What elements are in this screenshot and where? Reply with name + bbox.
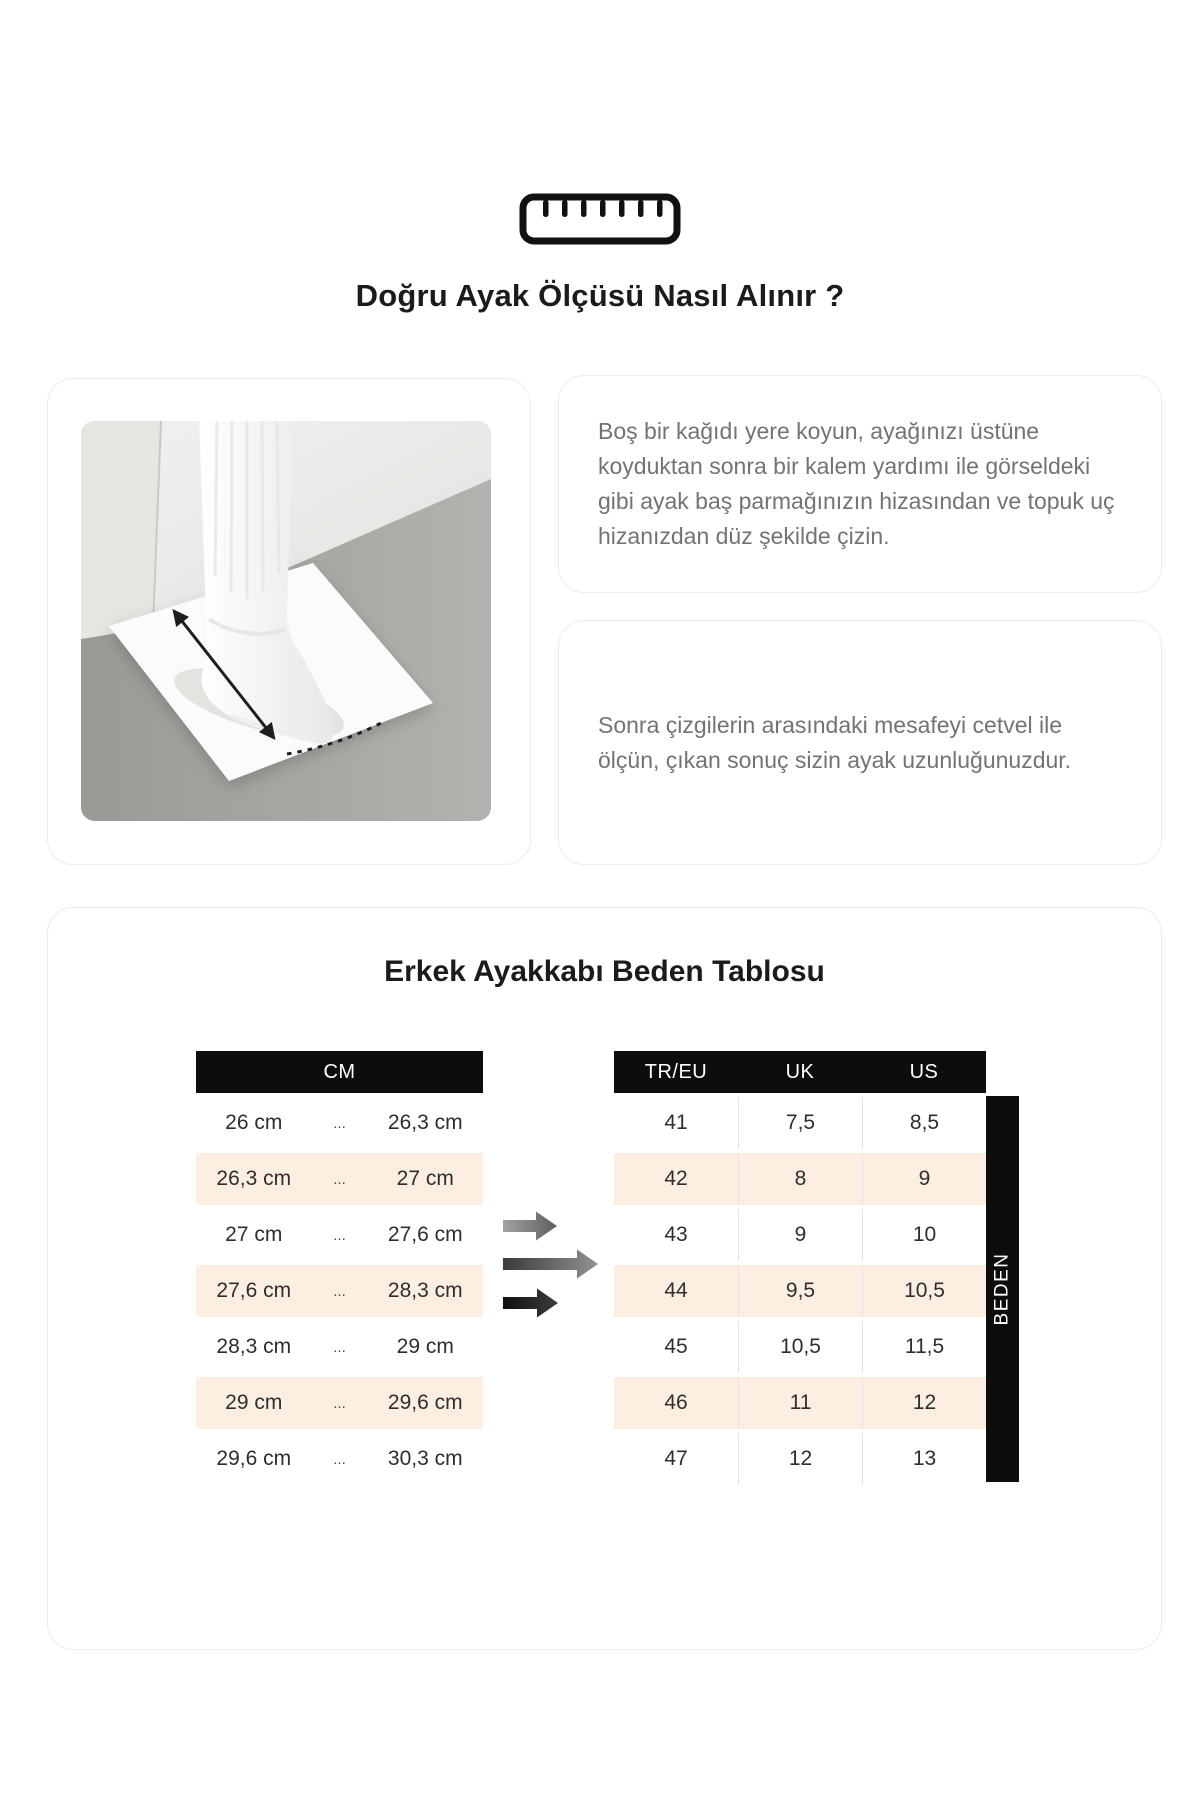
cm-range-separator: ... xyxy=(333,1114,346,1132)
cm-table-row xyxy=(196,1097,483,1149)
cm-range-from: 27,6 cm xyxy=(216,1279,292,1302)
size-table-row xyxy=(614,1321,986,1373)
size-table xyxy=(614,1051,986,1485)
cm-range-separator: ... xyxy=(333,1338,346,1356)
foot-measurement-card xyxy=(47,378,531,865)
size-tr-eu-value: 46 xyxy=(664,1391,688,1414)
cm-table-row xyxy=(196,1321,483,1373)
size-table-header-uk: UK xyxy=(785,1060,815,1083)
cm-range-from: 29,6 cm xyxy=(216,1447,292,1470)
size-uk-value: 9 xyxy=(738,1209,862,1261)
cm-range-to: 27,6 cm xyxy=(387,1223,463,1246)
cm-table xyxy=(196,1051,483,1485)
size-us-value: 10 xyxy=(862,1209,986,1261)
cm-range-to: 28,3 cm xyxy=(387,1279,463,1302)
size-us-value: 12 xyxy=(862,1377,986,1429)
size-table-row xyxy=(614,1153,986,1205)
cm-table-row xyxy=(196,1265,483,1317)
cm-range-from: 26 cm xyxy=(225,1111,283,1134)
size-tr-eu-value: 42 xyxy=(664,1167,688,1190)
cm-range-to: 26,3 cm xyxy=(387,1111,463,1134)
instruction-step-2-text: Sonra çizgilerin arasındaki mesafeyi cetvel ile ölçün, çıkan sonuç sizin ayak uzunluğunuzdur. xyxy=(598,711,1072,773)
beden-side-label xyxy=(986,1096,1019,1482)
size-chart-title: Erkek Ayakkabı Beden Tablosu xyxy=(384,955,825,988)
size-uk-value: 9,5 xyxy=(738,1265,862,1317)
page-title: Doğru Ayak Ölçüsü Nasıl Alınır ? xyxy=(355,278,845,313)
size-uk-value: 8 xyxy=(738,1153,862,1205)
cm-table-header: CM xyxy=(196,1051,483,1093)
size-table-row xyxy=(614,1265,986,1317)
cm-range-from: 28,3 cm xyxy=(216,1335,292,1358)
size-table-header xyxy=(614,1051,986,1093)
size-tr-eu-value: 44 xyxy=(664,1279,688,1302)
size-tr-eu-value: 43 xyxy=(664,1223,688,1246)
conversion-arrows-icon xyxy=(501,1206,601,1327)
instruction-step-1-text: Boş bir kağıdı yere koyun, ayağınızı üstüne koyduktan sonra bir kalem yardımı ile görseldeki gibi ayak baş parmağınızın hizasından ve topuk uç hizanızdan düz şekilde çizin. xyxy=(598,418,1115,549)
size-us-value: 13 xyxy=(862,1433,986,1485)
size-tr-eu-value: 41 xyxy=(664,1111,688,1134)
size-table-row xyxy=(614,1377,986,1429)
size-uk-value: 11 xyxy=(738,1377,862,1429)
beden-side-label-text: BEDEN xyxy=(991,1252,1013,1326)
size-uk-value: 10,5 xyxy=(738,1321,862,1373)
size-uk-value: 7,5 xyxy=(738,1097,862,1149)
ruler-icon xyxy=(0,193,1200,245)
size-table-row xyxy=(614,1433,986,1485)
cm-range-to: 27 cm xyxy=(396,1167,454,1190)
size-us-value: 8,5 xyxy=(862,1097,986,1149)
cm-range-separator: ... xyxy=(333,1282,346,1300)
foot-measurement-photo xyxy=(81,421,491,821)
size-table-header-tr-eu: TR/EU xyxy=(644,1060,708,1083)
size-us-value: 11,5 xyxy=(862,1321,986,1373)
cm-range-separator: ... xyxy=(333,1170,346,1188)
size-tr-eu-value: 47 xyxy=(664,1447,688,1470)
cm-range-from: 29 cm xyxy=(225,1391,283,1414)
cm-range-separator: ... xyxy=(333,1450,346,1468)
cm-table-row xyxy=(196,1433,483,1485)
size-tr-eu-value: 45 xyxy=(664,1335,688,1358)
cm-range-separator: ... xyxy=(333,1394,346,1412)
cm-range-from: 27 cm xyxy=(225,1223,283,1246)
cm-range-from: 26,3 cm xyxy=(216,1167,292,1190)
size-table-header-us: US xyxy=(909,1060,939,1083)
size-uk-value: 12 xyxy=(738,1433,862,1485)
cm-table-body xyxy=(196,1097,483,1485)
cm-table-row xyxy=(196,1377,483,1429)
size-us-value: 10,5 xyxy=(862,1265,986,1317)
cm-table-row xyxy=(196,1153,483,1205)
cm-range-to: 30,3 cm xyxy=(387,1447,463,1470)
cm-range-to: 29 cm xyxy=(396,1335,454,1358)
size-us-value: 9 xyxy=(862,1153,986,1205)
cm-range-separator: ... xyxy=(333,1226,346,1244)
cm-table-row xyxy=(196,1209,483,1261)
size-table-row xyxy=(614,1097,986,1149)
cm-range-to: 29,6 cm xyxy=(387,1391,463,1414)
instruction-step-2 xyxy=(558,620,1162,865)
size-table-body xyxy=(614,1097,986,1485)
instruction-step-1 xyxy=(558,375,1162,593)
size-chart-card xyxy=(47,907,1162,1650)
size-table-row xyxy=(614,1209,986,1261)
